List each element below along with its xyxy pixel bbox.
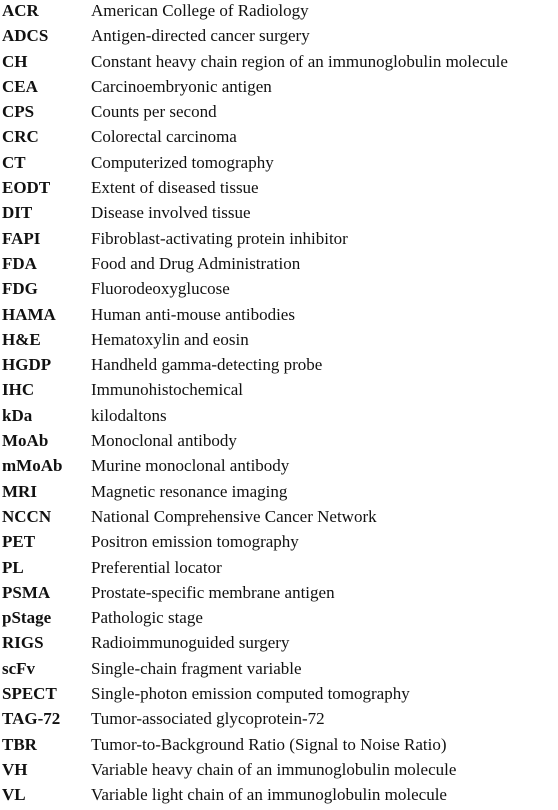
- abbreviation-definition: Single-chain fragment variable: [91, 658, 302, 678]
- abbreviation-term: mMoAb: [2, 456, 63, 476]
- abbreviation-definition: Human anti-mouse antibodies: [91, 304, 295, 324]
- abbreviation-row: [0, 708, 558, 733]
- abbreviation-term: CT: [2, 152, 26, 172]
- abbreviation-definition: Hematoxylin and eosin: [91, 329, 249, 349]
- abbreviation-term: IHC: [2, 380, 35, 400]
- abbreviation-row: [0, 506, 558, 531]
- abbreviation-row: [0, 101, 558, 126]
- abbreviation-term: MRI: [2, 481, 37, 501]
- abbreviation-definition: Fluorodeoxyglucose: [91, 279, 230, 299]
- abbreviation-row: [0, 304, 558, 329]
- abbreviation-row: [0, 354, 558, 379]
- abbreviation-term: H&E: [2, 329, 41, 349]
- abbreviation-term: TBR: [2, 734, 37, 754]
- abbreviation-row: [0, 430, 558, 455]
- abbreviation-definition: Pathologic stage: [91, 608, 203, 628]
- abbreviation-definition: Disease involved tissue: [91, 203, 251, 223]
- abbreviation-term: CH: [2, 51, 28, 71]
- abbreviation-definition: Food and Drug Administration: [91, 253, 301, 273]
- abbreviation-row: [0, 582, 558, 607]
- abbreviation-term: ACR: [2, 1, 39, 20]
- abbreviation-term: PET: [2, 532, 36, 552]
- abbreviation-definition: Murine monoclonal antibody: [91, 456, 290, 476]
- abbreviation-row: [0, 379, 558, 404]
- abbreviation-row: [0, 51, 558, 76]
- abbreviation-term: FDG: [2, 279, 38, 299]
- abbreviation-row: [0, 481, 558, 506]
- abbreviation-term: HGDP: [2, 355, 52, 375]
- abbreviation-row: [0, 152, 558, 177]
- abbreviation-definition: Tumor-to-Background Ratio (Signal to Noise Ratio): [91, 734, 447, 754]
- abbreviation-definition: Immunohistochemical: [91, 380, 244, 400]
- abbreviation-term: VH: [2, 759, 28, 779]
- abbreviation-definition: Variable light chain of an immunoglobulin molecule: [91, 785, 447, 805]
- abbreviation-row: [0, 0, 558, 25]
- abbreviation-definition: Computerized tomography: [91, 152, 274, 172]
- abbreviation-term: CPS: [2, 102, 35, 122]
- abbreviation-term: SPECT: [2, 684, 57, 704]
- abbreviation-row: [0, 126, 558, 151]
- abbreviation-definition: Extent of diseased tissue: [91, 178, 259, 198]
- abbreviation-row: [0, 278, 558, 303]
- abbreviation-definition: Prostate-specific membrane antigen: [91, 582, 335, 602]
- abbreviation-row: [0, 607, 558, 632]
- abbreviation-definition: American College of Radiology: [91, 1, 309, 20]
- abbreviation-definition: Handheld gamma-detecting probe: [91, 355, 323, 375]
- abbreviation-row: [0, 405, 558, 430]
- abbreviation-definition: Tumor-associated glycoprotein-72: [91, 709, 325, 729]
- abbreviation-row: [0, 76, 558, 101]
- abbreviation-row: [0, 759, 558, 784]
- abbreviation-definition: Constant heavy chain region of an immunoglobulin molecule: [91, 51, 508, 71]
- abbreviation-row: [0, 784, 558, 809]
- abbreviation-definition: Monoclonal antibody: [91, 431, 237, 451]
- abbreviation-row: [0, 632, 558, 657]
- abbreviation-row: [0, 25, 558, 50]
- abbreviation-row: [0, 683, 558, 708]
- abbreviation-term: FDA: [2, 253, 37, 273]
- abbreviation-row: [0, 177, 558, 202]
- abbreviation-definition: Single-photon emission computed tomography: [91, 684, 410, 704]
- abbreviation-definition: Colorectal carcinoma: [91, 127, 237, 147]
- abbreviation-term: DIT: [2, 203, 33, 223]
- abbreviation-definition: Fibroblast-activating protein inhibitor: [91, 228, 348, 248]
- abbreviation-term: CRC: [2, 127, 39, 147]
- abbreviation-row: [0, 228, 558, 253]
- abbreviation-term: ADCS: [2, 26, 49, 46]
- abbreviation-definition: Preferential locator: [91, 557, 222, 577]
- abbreviation-row: [0, 253, 558, 278]
- abbreviation-term: EODT: [2, 178, 51, 198]
- abbreviation-definition: Antigen-directed cancer surgery: [91, 26, 310, 46]
- abbreviation-row: [0, 455, 558, 480]
- abbreviation-term: HAMA: [2, 304, 56, 324]
- abbreviation-term: pStage: [2, 608, 52, 628]
- abbreviation-definition: Magnetic resonance imaging: [91, 481, 288, 501]
- abbreviation-term: PL: [2, 557, 24, 577]
- abbreviation-definition: Counts per second: [91, 102, 217, 122]
- abbreviation-row: [0, 658, 558, 683]
- abbreviation-term: kDa: [2, 405, 33, 425]
- abbreviation-term: RIGS: [2, 633, 44, 653]
- abbreviation-row: [0, 734, 558, 759]
- abbreviation-definition: kilodaltons: [91, 405, 167, 425]
- abbreviation-row: [0, 329, 558, 354]
- abbreviation-term: NCCN: [2, 506, 52, 526]
- abbreviation-term: PSMA: [2, 582, 51, 602]
- abbreviation-term: MoAb: [2, 431, 49, 451]
- abbreviation-row: [0, 557, 558, 582]
- abbreviation-definition: National Comprehensive Cancer Network: [91, 506, 377, 526]
- abbreviation-definition: Radioimmunoguided surgery: [91, 633, 290, 653]
- abbreviation-term: FAPI: [2, 228, 41, 248]
- abbreviation-term: VL: [2, 785, 26, 805]
- abbreviation-definition: Carcinoembryonic antigen: [91, 76, 272, 96]
- abbreviation-definition: Positron emission tomography: [91, 532, 299, 552]
- abbreviation-term: scFv: [2, 658, 36, 678]
- abbreviation-row: [0, 202, 558, 227]
- abbreviation-row: [0, 531, 558, 556]
- abbreviation-term: TAG-72: [2, 709, 61, 729]
- abbreviation-definition: Variable heavy chain of an immunoglobulin molecule: [91, 759, 457, 779]
- abbreviation-term: CEA: [2, 76, 38, 96]
